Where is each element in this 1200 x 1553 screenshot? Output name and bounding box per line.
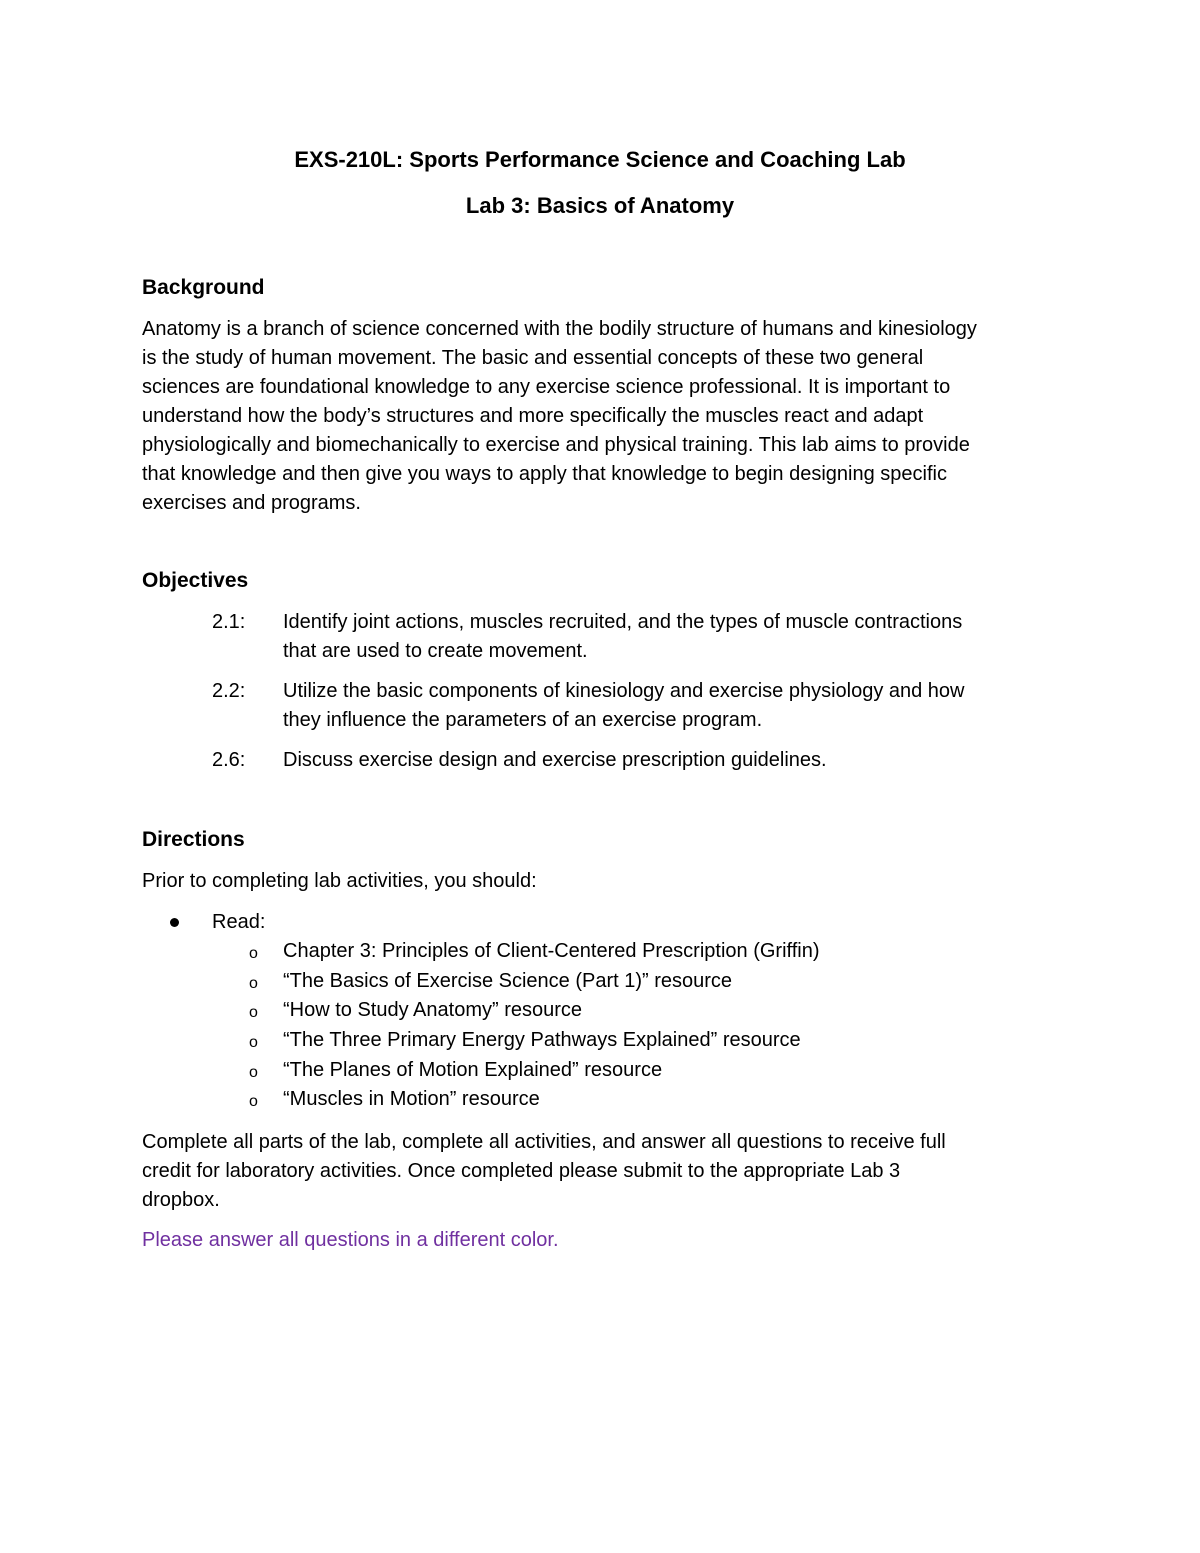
- objective-line: they influence the parameters of an exercise program.: [283, 709, 763, 731]
- background-line: exercises and programs.: [142, 492, 361, 514]
- background-paragraph: [142, 315, 1062, 518]
- completion-paragraph: [142, 1128, 1062, 1215]
- circle-bullet-icon: o: [249, 1064, 258, 1081]
- circle-bullet-icon: o: [249, 1093, 258, 1110]
- objective-line: Identify joint actions, muscles recruited, and the types of muscle contractions: [283, 611, 963, 633]
- objective-line: that are used to create movement.: [283, 640, 588, 662]
- background-line: is the study of human movement. The basic and essential concepts of these two general: [142, 347, 924, 369]
- circle-bullet-icon: o: [249, 945, 258, 962]
- background-heading: Background: [142, 276, 265, 299]
- reading-item: “The Basics of Exercise Science (Part 1)” resource: [283, 970, 733, 992]
- objectives-heading: Objectives: [142, 569, 249, 592]
- reading-item: Chapter 3: Principles of Client-Centered Prescription (Griffin): [283, 940, 820, 962]
- completion-line: credit for laboratory activities. Once completed please submit to the appropriate Lab 3: [142, 1160, 901, 1182]
- objective-number: 2.2:: [212, 680, 246, 702]
- circle-bullet-icon: o: [249, 1004, 258, 1021]
- objective-text: [283, 746, 1043, 775]
- background-line: physiologically and biomechanically to exercise and physical training. This lab aims to provide: [142, 434, 970, 456]
- objective-line: Discuss exercise design and exercise prescription guidelines.: [283, 749, 827, 771]
- reading-item: “The Planes of Motion Explained” resource: [283, 1059, 663, 1081]
- background-line: that knowledge and then give you ways to apply that knowledge to begin designing specific: [142, 463, 947, 485]
- reading-item: “Muscles in Motion” resource: [283, 1088, 540, 1110]
- reading-item: “How to Study Anatomy” resource: [283, 999, 583, 1021]
- objective-line: Utilize the basic components of kinesiology and exercise physiology and how: [283, 680, 965, 702]
- background-line: Anatomy is a branch of science concerned with the bodily structure of humans and kinesiology: [142, 318, 977, 340]
- background-line: sciences are foundational knowledge to any exercise science professional. It is important to: [142, 376, 951, 398]
- color-note: Please answer all questions in a different color.: [142, 1229, 559, 1251]
- completion-line: Complete all parts of the lab, complete all activities, and answer all questions to receive full: [142, 1131, 946, 1153]
- completion-line: dropbox.: [142, 1189, 220, 1211]
- objective-number: 2.6:: [212, 749, 246, 771]
- course-title: EXS-210L: Sports Performance Science and Coaching Lab: [294, 147, 906, 172]
- bullet-icon: [170, 918, 179, 927]
- objective-text: [283, 677, 1043, 735]
- circle-bullet-icon: o: [249, 1034, 258, 1051]
- background-line: understand how the body’s structures and more specifically the muscles react and adapt: [142, 405, 924, 427]
- reading-item: “The Three Primary Energy Pathways Explained” resource: [283, 1029, 801, 1051]
- lab-title: Lab 3: Basics of Anatomy: [465, 193, 735, 218]
- directions-intro: Prior to completing lab activities, you should:: [142, 870, 537, 892]
- objective-text: [283, 608, 1043, 666]
- directions-heading: Directions: [142, 828, 245, 851]
- read-label: Read:: [212, 911, 266, 933]
- circle-bullet-icon: o: [249, 975, 258, 992]
- objective-number: 2.1:: [212, 611, 246, 633]
